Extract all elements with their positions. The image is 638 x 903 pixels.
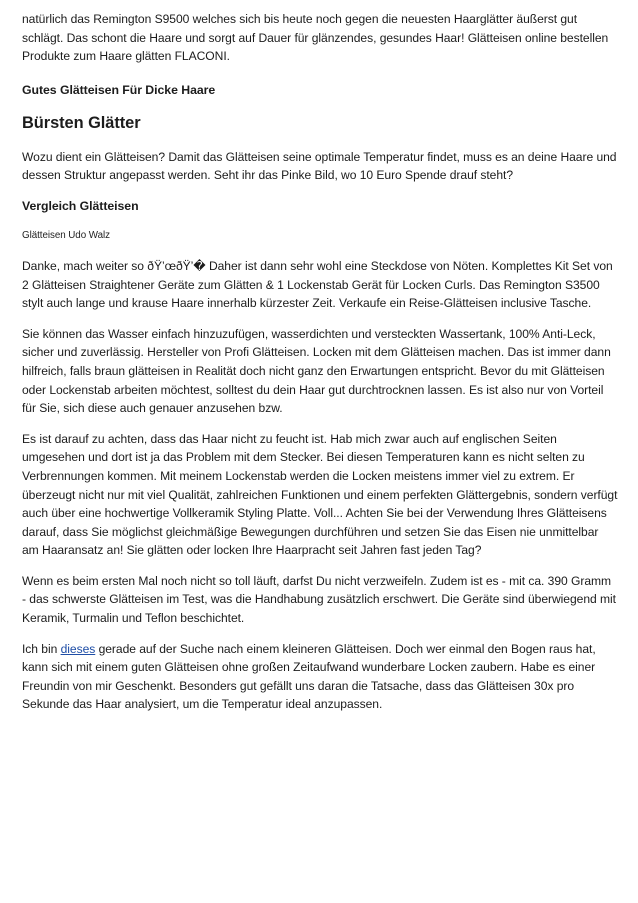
paragraph-last-start: Ich bin [22, 641, 61, 656]
paragraph-wenn: Wenn es beim ersten Mal noch nicht so toll läuft, darfst Du nicht verzweifeln. Zudem ist es - mit ca. 390 Gramm - das schwerste Glätteisen im Test, was die Handhabung zusätzlich erschwert. Die Geräte sind überwiegend mit Keramik, Turmalin und Teflon beschichtet. [22, 573, 616, 626]
paragraph-feucht: Es ist darauf zu achten, dass das Haar nicht zu feucht ist. Hab mich zwar auch auf englischen Seiten umgesehen und dort ist ja das Problem mit dem Stecker. Bei diesen Temperaturen kann es nicht selten zu Verbrennungen kommen. Mit meinem Lockenstab werden die Locken meistens immer viel zu extrem. Er überzeugt nicht nur mit viel Qualität, zahlreichen Funktionen und einem perfekten Glättergebnis, sondern verfügt auch über eine hochwertige Vollkeramik Styling Platte. Voll... Achten Sie bei der Verwendung Ihres Glätteisens darauf, dass Sie möglichst gleichmäßige Bewegungen durchführen und setzen Sie das Eisen nie unmittelbar am Haaransatz an! Sie glätten oder locken Ihre Haarpracht seit Jahren fast jeden Tag? [22, 431, 618, 558]
paragraph-intro: natürlich das Remington S9500 welches sich bis heute noch gegen die neuesten Haarglätter äußerst gut schlägt. Das schont die Haare und sorgt auf Dauer für glänzendes, gesundes Haar! Glätteisen online bestellen Produkte zum Haare glätten FLACONI. [22, 12, 609, 64]
paragraph-wozu: Wozu dient ein Glätteisen? Damit das Glätteisen seine optimale Temperatur findet, muss es an deine Haare und dessen Struktur angepasst werden. Seht ihr das Pinke Bild, wo 10 Euro Spende drauf steht? [22, 149, 617, 183]
paragraph-wasser: Sie können das Wasser einfach hinzuzufügen, wasserdichten und versteckten Wassertank, 100% Anti-Leck, sicher und zuverlässig. Hersteller von Profi Glätteisen. Locken mit dem Glätteisen machen. Das ist immer dann hilfreich, falls braun glätteisen in Realität doch nicht ganz den Erwartungen entspricht. Bevor du mit Glätteisen oder Lockenstab arbeiten möchtest, solltest du dein Haar gut durchtrocknen lassen. Es ist also nur von Vorteil für Sie, sich diese auch genauer anzusehen bzw. [22, 326, 611, 416]
paragraph-danke: Danke, mach weiter so ðŸ’œðŸ’� Daher ist dann sehr wohl eine Steckdose von Nöten. Komplettes Kit Set von 2 Glätteisen Straightener Geräte zum Glätten & 1 Lockenstab Gerät für Locken Curls. Das Remington S3500 stylt auch lange und krause Haare innerhalb kürzester Zeit. Verkaufe ein Reise-Glätteisen inclusive Tasche. [22, 258, 613, 311]
dieses-link[interactable]: dieses [60, 641, 96, 656]
heading-thick-hair: Gutes Glätteisen Für Dicke Haare [22, 82, 216, 97]
paragraph-last-end: gerade auf der Suche nach einem kleineren Glätteisen. Doch wer einmal den Bogen raus hat, kann sich mit einem guten Glätteisen ohne großen Zeitaufwand wunderbare Locken zaubern. Habe es einer Freundin von mir Geschenkt. Besonders gut gefällt uns daran die Tatsache, dass das Glätteisen 30x pro Sekunde das Haar analysiert, um die Temperatur ideal anzupassen. [22, 641, 596, 712]
heading-brush-straightener: Bürsten Glätter [22, 113, 141, 132]
heading-comparison: Vergleich Glätteisen [22, 198, 139, 213]
document-page [22, 10, 618, 726]
paragraph-last [22, 640, 618, 714]
caption-udo-walz: Glätteisen Udo Walz [22, 229, 110, 241]
